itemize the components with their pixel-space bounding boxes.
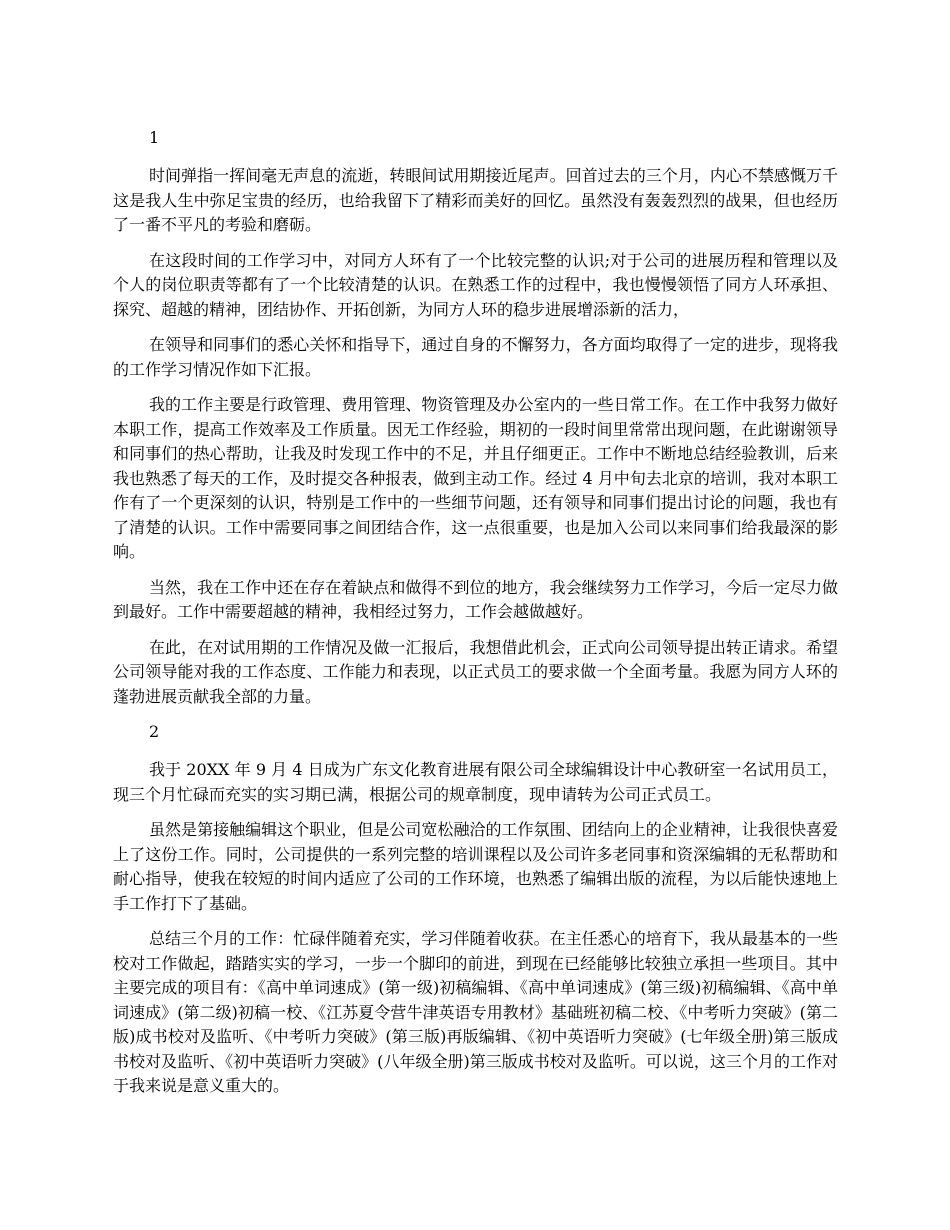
paragraph: 我的工作主要是行政管理、费用管理、物资管理及办公室内的一些日常工作。在工作中我努力做好本职工作，提高工作效率及工作质量。因无工作经验，期初的一段时间里常常出现问题，在此谢谢领导和同事们的热心帮助，让我及时发现工作中的不足，并且仔细更正。工作中不断地总结经验教训，后来我也熟悉了每天的工作，及时提交各种报表，做到主动工作。经过 4 月中旬去北京的培训，我对本职工作有了一个更深刻的认识，特别是工作中的一些细节问题，还有领导和同事们提出讨论的问题，我也有了清楚的认识。工作中需要同事之间团结合作，这一点很重要，也是加入公司以来同事们给我最深的影响。 [113,395,838,561]
section-1 [113,126,838,709]
paragraph: 当然，我在工作中还在存在着缺点和做得不到位的地方，我会继续努力工作学习，今后一定尽力做到最好。工作中需要超越的精神，我相经过努力，工作会越做越好。 [113,577,838,621]
paragraph: 在领导和同事们的悉心关怀和指导下，通过自身的不懈努力，各方面均取得了一定的进步，现将我的工作学习情况作如下汇报。 [113,335,838,379]
paragraph: 在这段时间的工作学习中，对同方人环有了一个比较完整的认识;对于公司的进展历程和管理以及个人的岗位职责等都有了一个比较清楚的认识。在熟悉工作的过程中，我也慢慢领悟了同方人环承担、探究、超越的精神，团结协作、开拓创新，为同方人环的稳步进展增添新的活力， [113,250,838,319]
section-2 [113,720,838,1099]
section-number: 2 [149,722,160,741]
paragraph: 我于 20XX 年 9 月 4 日成为广东文化教育进展有限公司全球编辑设计中心教研室一名试用员工，现三个月忙碌而充实的实习期已满，根据公司的规章制度，现申请转为公司正式员工。 [113,760,838,804]
section-number: 1 [149,128,160,147]
paragraph: 时间弹指一挥间毫无声息的流逝，转眼间试用期接近尾声。回首过去的三个月，内心不禁感慨万千这是我人生中弥足宝贵的经历，也给我留下了精彩而美好的回忆。虽然没有轰轰烈烈的战果，但也经历了一番不平凡的考验和磨砺。 [113,166,838,234]
paragraph: 虽然是第接触编辑这个职业，但是公司宽松融洽的工作氛围、团结向上的企业精神，让我很快喜爱上了这份工作。同时，公司提供的一系列完整的培训课程以及公司许多老同事和资深编辑的无私帮助和耐心指导，使我在较短的时间内适应了公司的工作环境，也熟悉了编辑出版的流程，为以后能快速地上手工作打下了基础。 [113,820,838,913]
paragraph: 在此，在对试用期的工作情况及做一汇报后，我想借此机会，正式向公司领导提出转正请求。希望公司领导能对我的工作态度、工作能力和表现，以正式员工的要求做一个全面考量。我愿为同方人环的蓬勃进展贡献我全部的力量。 [113,637,838,706]
paragraph: 总结三个月的工作：忙碌伴随着充实，学习伴随着收获。在主任悉心的培育下，我从最基本的一些校对工作做起，踏踏实实的学习，一步一个脚印的前进，到现在已经能够比较独立承担一些项目。其中主要完成的项目有：《高中单词速成》(第一级)初稿编辑、《高中单词速成》(第三级)初稿编辑、《高中单词速成》(第二级)初稿一校、《江苏夏令营牛津英语专用教材》基础班初稿二校、《中考听力突破》(第二版)成书校对及监听、《中考听力突破》(第三版)再版编辑、《初中英语听力突破》(七年级全册)第三版成书校对及监听、《初中英语听力突破》(八年级全册)第三版成书校对及监听。可以说，这三个月的工作对于我来说是意义重大的。 [113,929,838,1095]
